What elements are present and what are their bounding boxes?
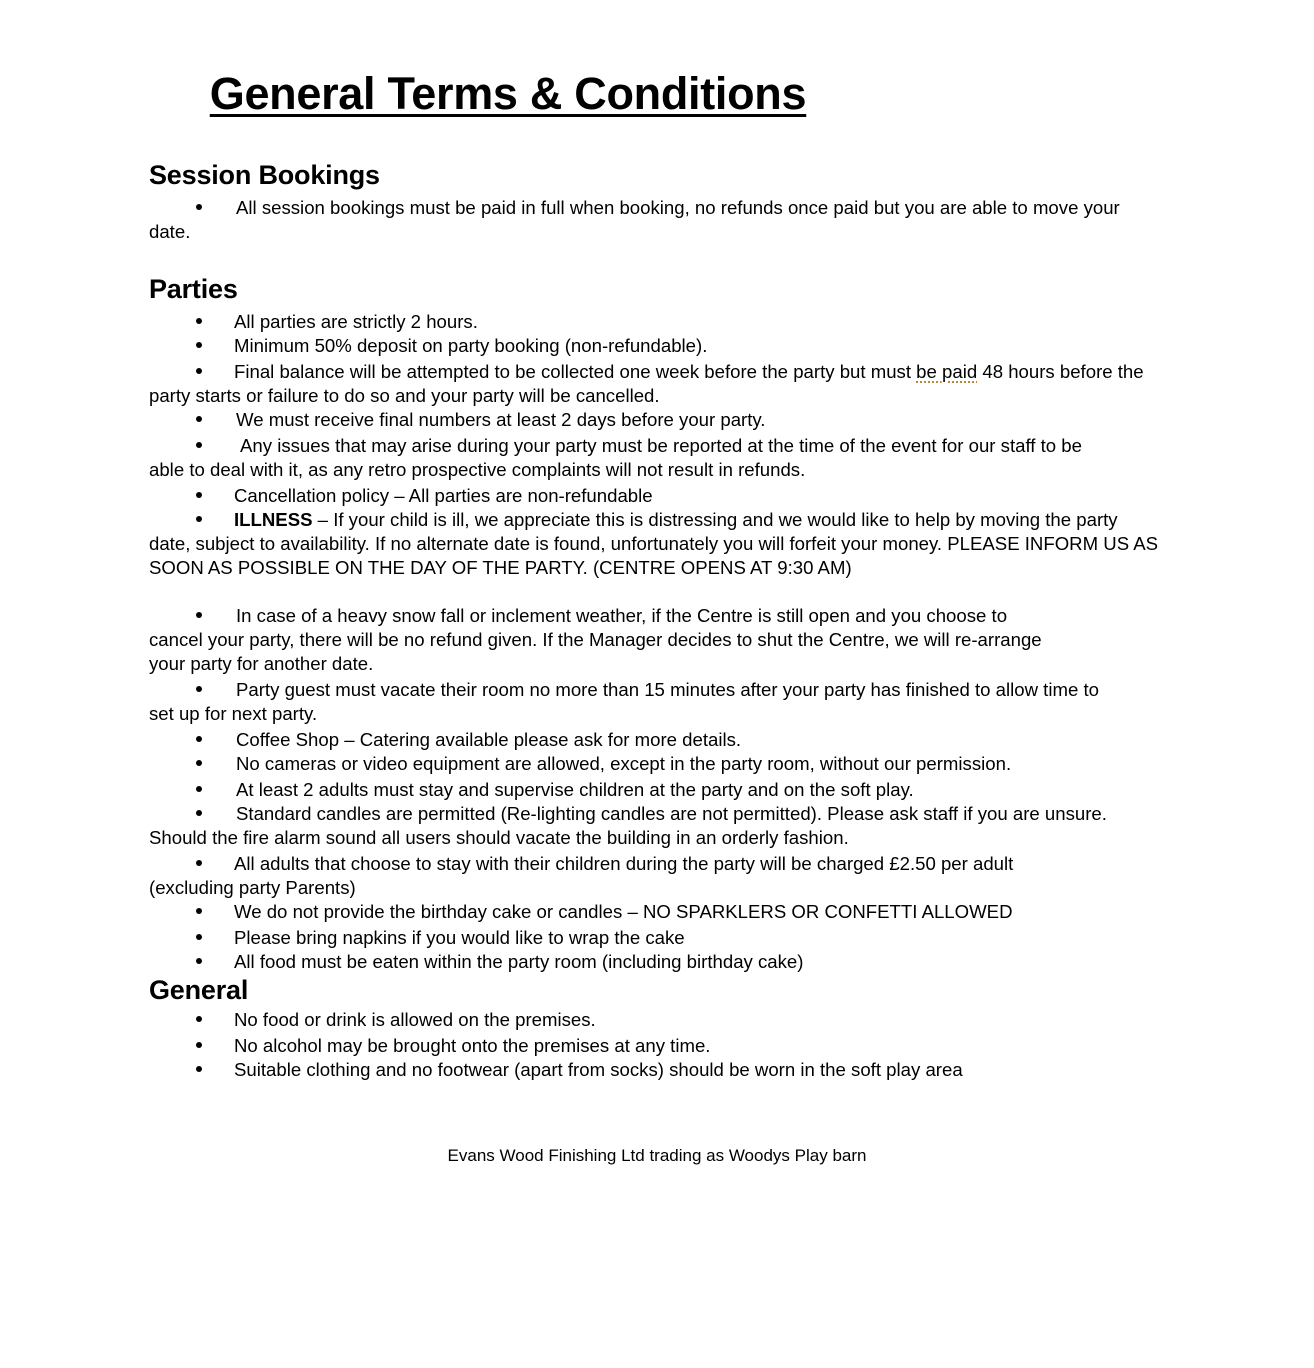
list-item: No food or drink is allowed on the premises. (149, 1008, 1159, 1032)
bullet-icon (196, 958, 202, 964)
list-item: Cancellation policy – All parties are non-refundable (149, 484, 1159, 508)
bullet-icon (196, 786, 202, 792)
list-item: Party guest must vacate their room no more than 15 minutes after your party has finished to allow time to set up for next party. (149, 679, 1099, 724)
bullet-icon (196, 934, 202, 940)
bullet-icon (196, 1042, 202, 1048)
list-item: Please bring napkins if you would like to wrap the cake (149, 926, 1159, 950)
list-item: In case of a heavy snow fall or inclement weather, if the Centre is still open and you choose to cancel your party, there will be no refund given. If the Manager decides to shut the Centre, we will re-arrange your party for another date. (149, 605, 1042, 674)
bullet-icon (196, 318, 202, 324)
section-heading-general: General (149, 975, 249, 1005)
list-item: ILLNESS – If your child is ill, we appreciate this is distressing and we would like to help by moving the party date, subject to availability. If no alternate date is found, unfortunately you will forfeit your money. PLEASE INFORM US AS SOON AS POSSIBLE ON THE DAY OF THE PARTY. (CENTRE OPENS AT 9:30 AM) (149, 509, 1159, 578)
list-item: No alcohol may be brought onto the premises at any time. (149, 1034, 1159, 1058)
bullet-icon (196, 204, 202, 210)
section-heading-session-bookings: Session Bookings (149, 160, 380, 190)
bullet-icon (196, 810, 202, 816)
list-item: Minimum 50% deposit on party booking (non-refundable). (149, 334, 1159, 358)
section-heading-parties: Parties (149, 274, 238, 304)
footer-company-text: Evans Wood Finishing Ltd trading as Woodys Play barn (447, 1146, 867, 1165)
bullet-icon (196, 1016, 202, 1022)
bullet-icon (196, 612, 202, 618)
illness-label: ILLNESS (234, 509, 313, 530)
list-item: All parties are strictly 2 hours. (149, 310, 1159, 334)
bullet-icon (196, 492, 202, 498)
list-item: All adults that choose to stay with their children during the party will be charged £2.50 per adult (excluding party Parents) (149, 853, 1014, 898)
list-item: Suitable clothing and no footwear (apart from socks) should be worn in the soft play area (149, 1058, 1159, 1082)
list-item: No cameras or video equipment are allowed, except in the party room, without our permission. (149, 752, 1159, 776)
list-item: All session bookings must be paid in full when booking, no refunds once paid but you are able to move your date. (149, 197, 1120, 242)
list-item: We do not provide the birthday cake or candles – NO SPARKLERS OR CONFETTI ALLOWED (149, 900, 1159, 924)
list-item: Any issues that may arise during your party must be reported at the time of the event for our staff to be able to deal with it, as any retro prospective complaints will not result in refunds. (149, 435, 1082, 480)
bullet-icon (196, 442, 202, 448)
bullet-icon (196, 1066, 202, 1072)
list-item: All food must be eaten within the party room (including birthday cake) (149, 950, 1159, 974)
bullet-icon (196, 860, 202, 866)
list-item: At least 2 adults must stay and supervise children at the party and on the soft play. (149, 778, 1159, 802)
bullet-icon (196, 368, 202, 374)
bullet-icon (196, 760, 202, 766)
bullet-icon (196, 516, 202, 522)
list-item: Coffee Shop – Catering available please ask for more details. (149, 728, 1159, 752)
bullet-icon (196, 342, 202, 348)
spellcheck-flagged-text: be paid (916, 361, 978, 382)
bullet-icon (196, 416, 202, 422)
document-title: General Terms & Conditions (209, 68, 807, 119)
list-item: Final balance will be attempted to be collected one week before the party but must be paid 48 hours before the party starts or failure to do so and your party will be cancelled. (149, 361, 1144, 406)
bullet-icon (196, 908, 202, 914)
list-item: We must receive final numbers at least 2 days before your party. (149, 408, 1159, 432)
bullet-icon (196, 686, 202, 692)
bullet-icon (196, 736, 202, 742)
list-item: Standard candles are permitted (Re-lighting candles are not permitted). Please ask staff if you are unsure. Should the fire alarm sound all users should vacate the building in an orderly fashion. (149, 803, 1107, 848)
